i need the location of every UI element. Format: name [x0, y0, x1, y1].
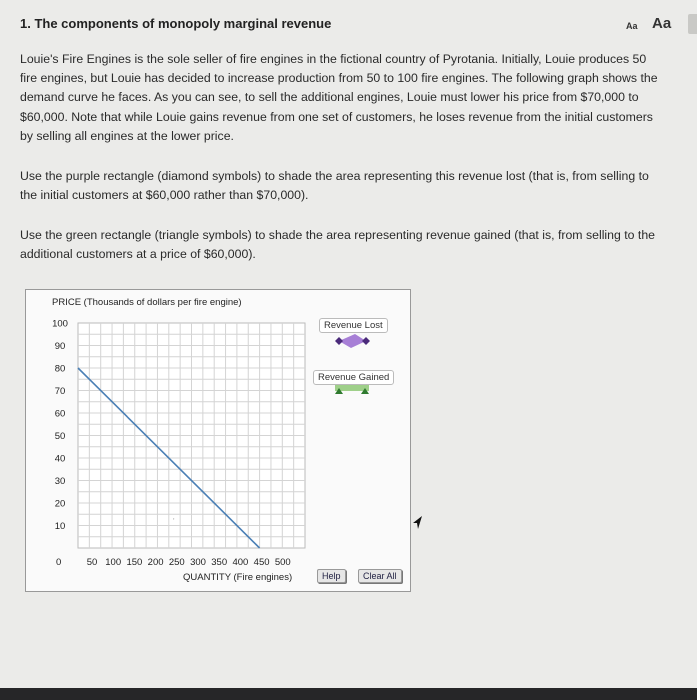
text-line: demand curve he faces. As you can see, to sell the additional engines, Louie must lower his price from $70,000 to	[20, 90, 639, 105]
plot-mark: '	[173, 517, 175, 526]
y-tick-label: 100	[52, 318, 68, 330]
x-tick-label: 250	[168, 557, 185, 568]
purple-instruction	[20, 167, 697, 205]
increase-font-button[interactable]: Aa	[652, 15, 672, 32]
text-line: additional customers at a price of $60,000).	[20, 247, 256, 262]
text-line: Louie's Fire Engines is the sole seller of fire engines in the fictional country of Pyrotania. Initially, Louie produces 50	[20, 52, 647, 66]
x-ticks	[87, 557, 291, 568]
y-tick-label: 30	[54, 476, 66, 487]
decrease-font-button[interactable]: Aa	[626, 21, 638, 31]
demand-graph[interactable]	[26, 290, 412, 593]
text-line: $60,000. Note that while Louie gains revenue from one set of customers, he loses revenue from the initial customers	[20, 109, 653, 124]
purple-shape[interactable]	[339, 334, 366, 348]
y-tick-label: 50	[54, 431, 66, 442]
text-line: fire engines, but Louie has decided to increase production from 50 to 100 fire engines. The following graph shows the	[20, 71, 658, 86]
y-tick-label: 70	[54, 386, 66, 397]
grid	[78, 323, 305, 548]
help-button[interactable]: Help	[317, 569, 346, 583]
revenue-lost-label: Revenue Lost	[319, 318, 388, 333]
text-line: Use the green rectangle (triangle symbols) to shade the area representing revenue gained (that is, from selling to the	[20, 228, 656, 242]
green-instruction	[20, 226, 697, 264]
text-line: Use the purple rectangle (diamond symbols) to shade the area representing this revenue lost (that is, from selling to	[20, 169, 649, 183]
x-tick-label: 300	[190, 557, 206, 568]
diamond-marker[interactable]	[362, 337, 370, 345]
green-rectangle-tool[interactable]	[335, 384, 369, 394]
purple-rectangle-tool[interactable]	[335, 334, 370, 348]
revenue-gained-label: Revenue Gained	[313, 370, 394, 385]
y-tick-label: 10	[54, 521, 66, 532]
text-line: the initial customers at $60,000 rather than $70,000).	[20, 188, 309, 203]
x-tick-label: 400	[232, 557, 249, 568]
clear-all-button[interactable]: Clear All	[358, 569, 402, 583]
y-tick-label: 80	[54, 363, 66, 375]
intro-paragraph	[20, 50, 697, 146]
question-title: 1. The components of monopoly marginal revenue	[20, 16, 332, 31]
y-tick-label: 20	[54, 498, 66, 510]
screen-bezel	[0, 688, 697, 700]
x-tick-label: 500	[274, 557, 291, 568]
origin-label: 0	[56, 557, 62, 568]
graph-tool[interactable]	[25, 289, 411, 592]
x-tick-label: 350	[211, 557, 228, 568]
y-tick-label: 90	[54, 341, 66, 352]
x-tick-label: 50	[86, 557, 98, 568]
diamond-marker[interactable]	[335, 337, 343, 345]
x-tick-label: 450	[253, 557, 270, 568]
y-tick-label: 40	[54, 453, 66, 465]
side-tab[interactable]	[688, 14, 697, 34]
y-ticks	[52, 319, 68, 533]
x-axis-title: QUANTITY (Fire engines)	[183, 572, 293, 583]
y-tick-label: 60	[54, 408, 66, 420]
mouse-cursor-icon	[413, 516, 425, 530]
x-tick-label: 150	[126, 557, 143, 568]
text-line: by selling all engines at the lower price.	[20, 128, 234, 143]
x-tick-label: 200	[147, 557, 164, 568]
x-tick-label: 100	[105, 557, 122, 568]
y-axis-title: PRICE (Thousands of dollars per fire engine)	[52, 297, 242, 308]
